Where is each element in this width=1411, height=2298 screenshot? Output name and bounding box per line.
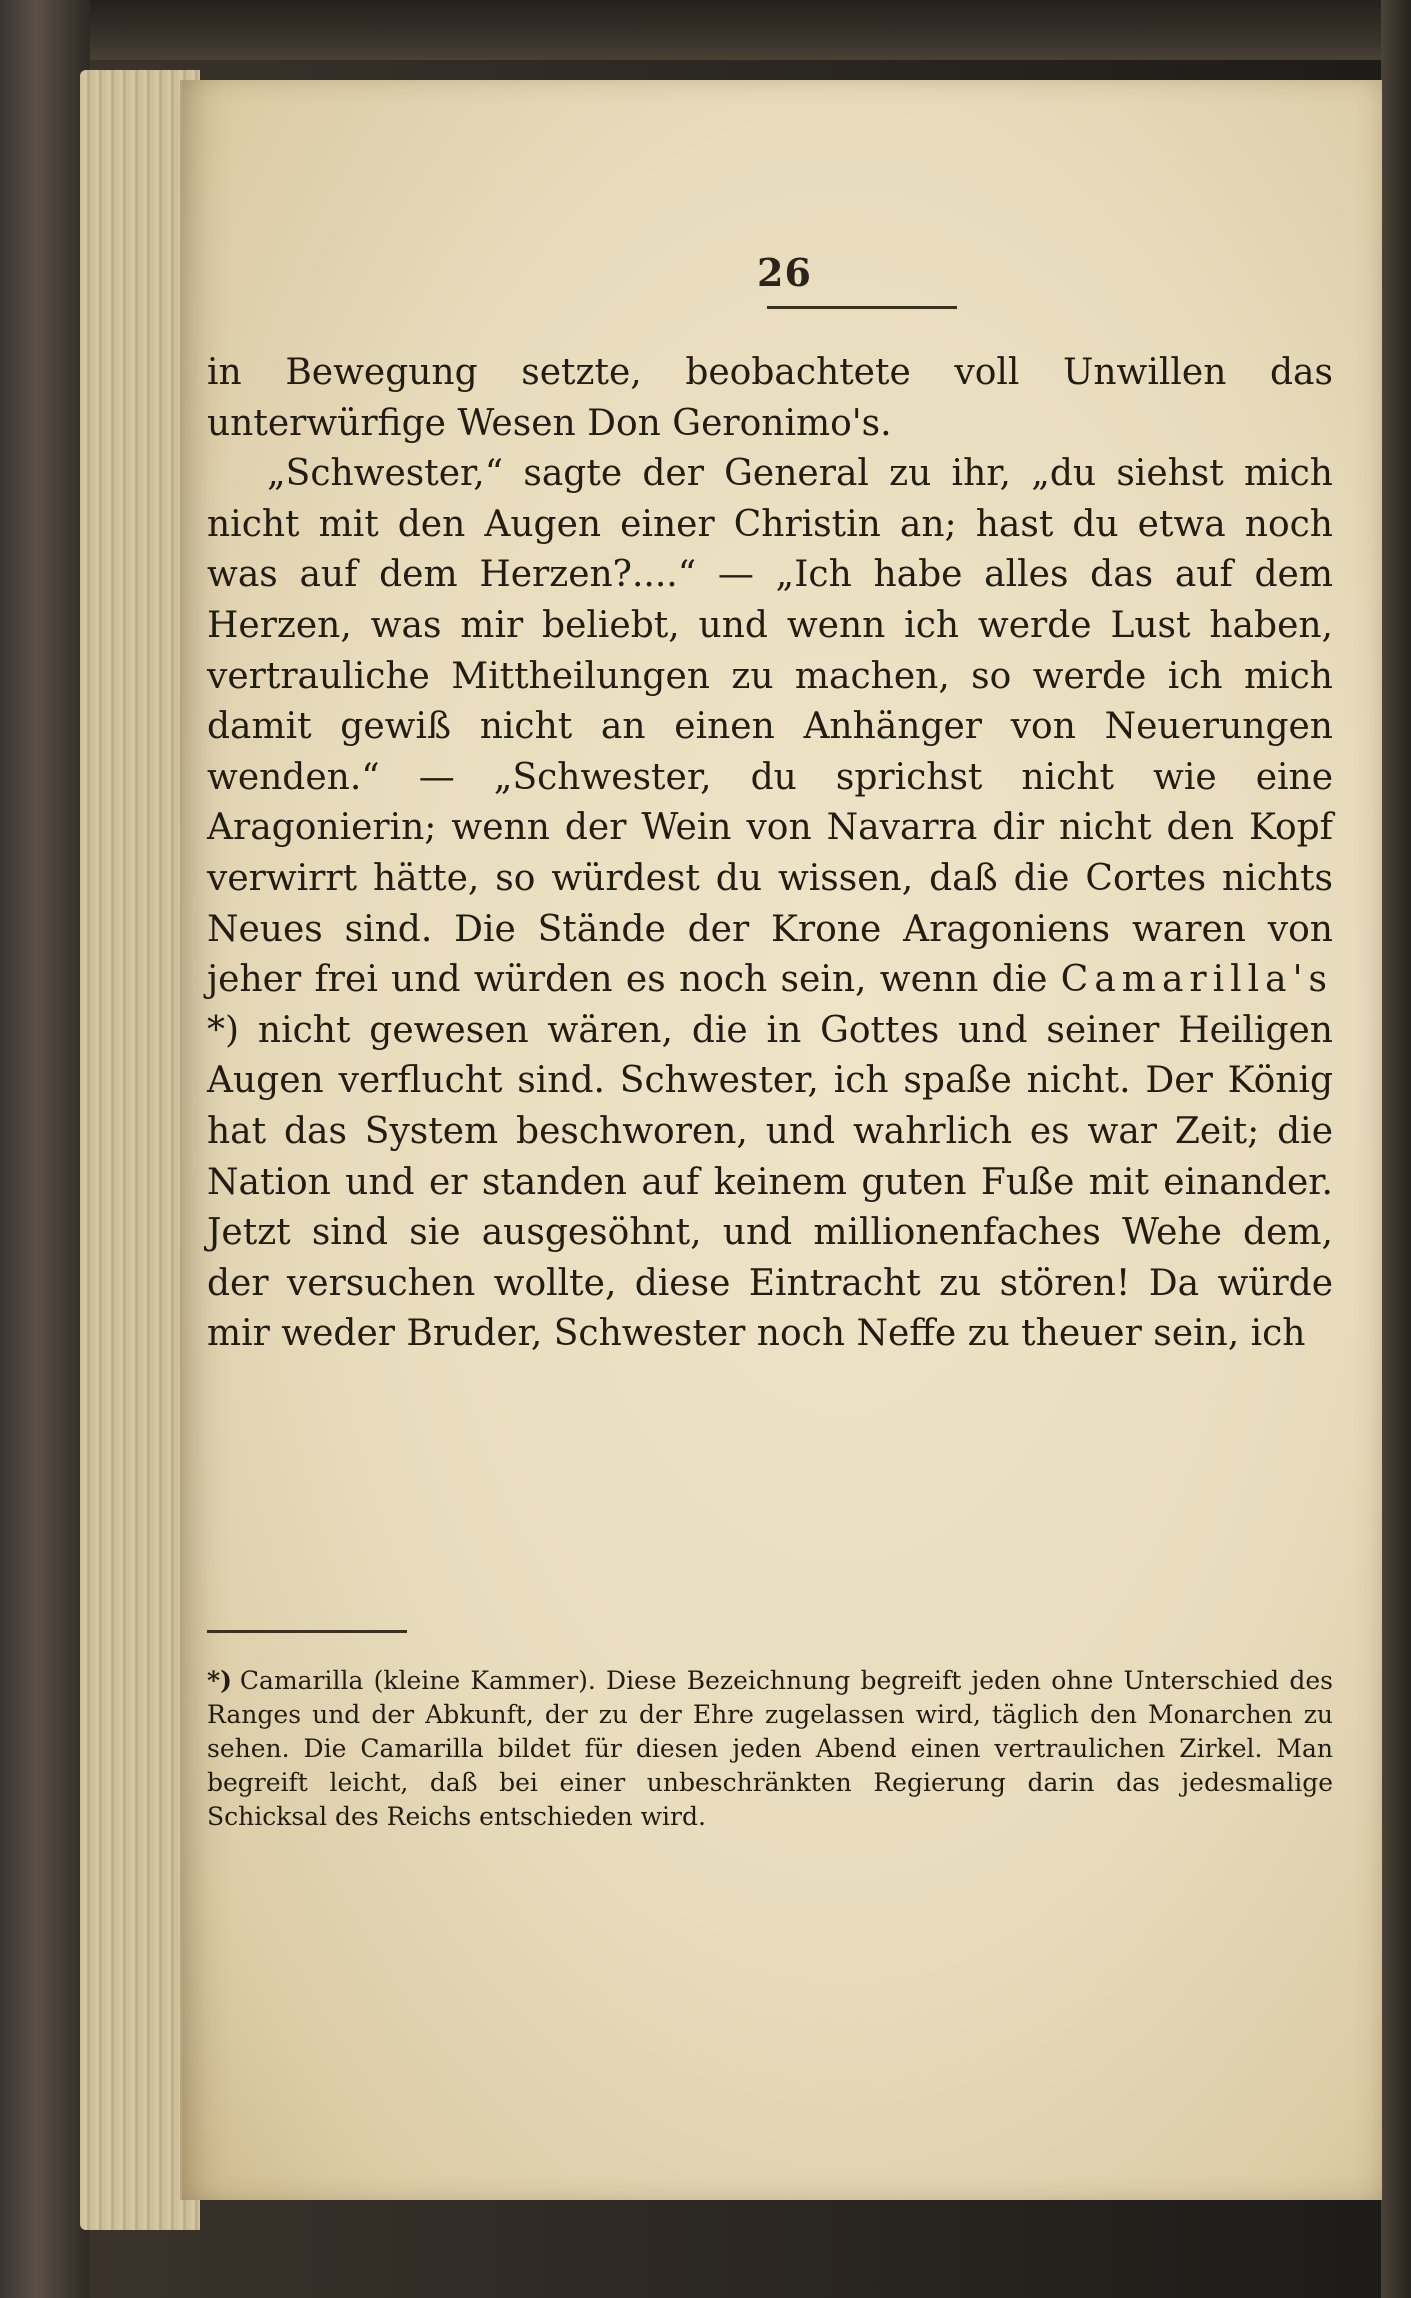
footnote-marker: *) [207,1666,232,1695]
footnote [207,1664,1333,1834]
spaced-word-camarilla: Camarilla's [1060,959,1333,1001]
body-text [207,348,1333,1360]
paragraph-1: in Bewegung setzte, beobachtete voll Unwillen das unterwürfige Wesen Don Geronimo's. [207,352,1333,444]
page-number: 26 [757,250,812,295]
footnote-reference: *) [207,1009,240,1051]
paragraph-2-part-a: „Schwester,“ sagte der General zu ihr, „du siehst mich nicht mit den Augen einer Christin an; hast du etwa noch was auf dem Herzen?....“ — „Ich habe alles das auf dem Herzen, was mir beliebt, und wenn ich werde Lust haben, vertrauliche Mittheilungen zu machen, so werde ich mich damit gewiß nicht an einen Anhänger von Neuerungen wenden.“ — „Schwester, du sprichst nicht wie eine Aragonierin; wenn der Wein von Navarra dir nicht den Kopf verwirrt hätte, so würdest du wissen, daß die Cortes nichts Neues sind. Die Stände der Krone Aragoniens waren von jeher frei und würden es noch sein, wenn die [207,453,1333,1001]
paragraph-2 [207,449,1333,1360]
header-rule [767,306,957,309]
footnote-text: Camarilla (kleine Kammer). Diese Bezeichnung begreift jeden ohne Unterschied des Ranges und der Abkunft, der zu der Ehre zugelassen wird, täglich den Monarchen zu sehen. Die Camarilla bildet für diesen jeden Abend einen vertraulichen Zirkel. Man begreift leicht, daß bei einer unbeschränkten Regierung darin das jedesmalige Schicksal des Reichs entschieden wird. [207,1666,1333,1831]
paragraph-2-part-b: nicht gewesen wären, die in Gottes und seiner Heiligen Augen verflucht sind. Schwester, ich spaße nicht. Der König hat das System beschworen, und wahrlich es war Zeit; die Nation und er standen auf keinem guten Fuße mit einander. Jetzt sind sie ausgesöhnt, und millionenfaches Wehe dem, der versuchen wollte, diese Eintracht zu stören! Da würde mir weder Bruder, Schwester noch Neffe zu theuer sein, ich [207,1009,1333,1355]
footnote-rule [207,1630,407,1633]
book-cover-right [1381,0,1411,2298]
book-cover-top [0,0,1411,60]
book-cover-left [0,0,90,2298]
